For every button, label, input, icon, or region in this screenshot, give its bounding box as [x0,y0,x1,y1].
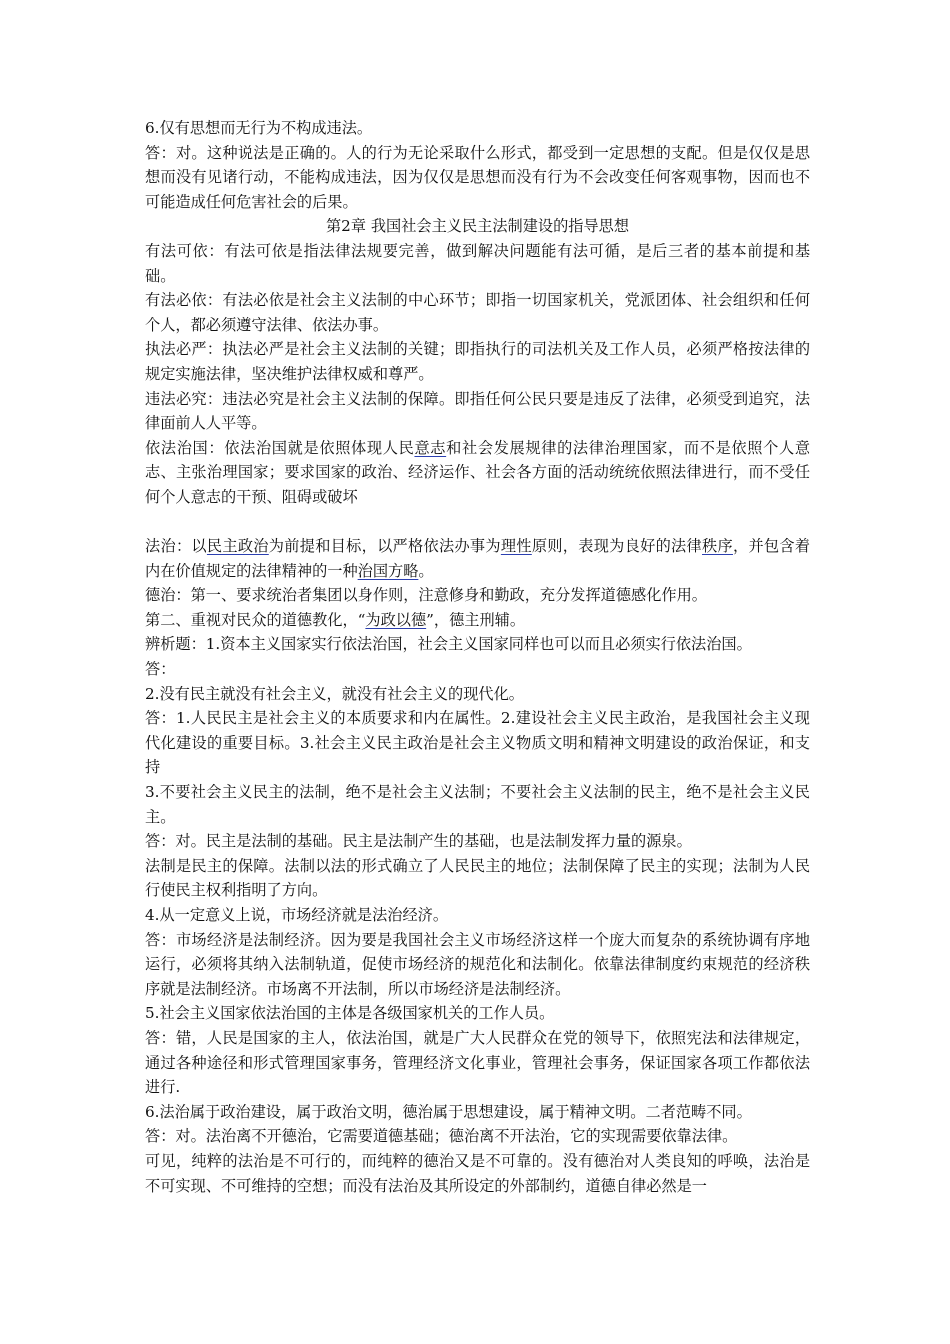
text-segment: 为前提和目标，以严格依法办事为 [268,537,501,556]
text-segment: ，并包含着内在价值规定的法律精神的一种 [145,537,811,580]
question-1: 辨析题：1.资本主义国家实行依法治国，社会主义国家同样也可以而且必须实行依法治国。 [145,635,752,654]
answer-6-prev: 答：对。这种说法是正确的。人的行为无论采取什么形式，都受到一定思想的支配。但是仅仅是思想而没有见诸行动，不能构成违法，因为仅仅是思想而没有行为不会改变任何客观事物，因而也不可能造成任何危害社会的后果。 [145,143,810,211]
link-li-xing[interactable]: 理性 [500,537,532,556]
text-segment: 法治：以 [145,537,207,556]
link-yi-zhi[interactable]: 意志 [414,438,447,457]
answer-2: 答：1.人民民主是社会主义的本质要求和内在属性。2.建设社会主义民主政治，是我国社会主义现代化建设的重要目标。3.社会主义民主政治是社会主义物质文明和精神文明建设的政治保证，和支持 [145,709,810,777]
answer-3: 答：对。民主是法制的基础。民主是法制产生的基础，也是法制发挥力量的源泉。 [145,832,692,851]
question-6: 6.法治属于政治建设，属于政治文明，德治属于思想建设，属于精神文明。二者范畴不同。 [145,1102,752,1121]
answer-3-continued: 法制是民主的保障。法制以法的形式确立了人民民主的地位；法制保障了民主的实现；法制为人民行使民主权利指明了方向。 [145,856,810,900]
question-5: 5.社会主义国家依法治国的主体是各级国家机关的工作人员。 [145,1004,555,1023]
paragraph-wei-fa-bi-jiu: 违法必究：违法必究是社会主义法制的保障。即指任何公民只要是违反了法律，必须受到追究，法律面前人人平等。 [145,389,810,433]
answer-6-continued: 可见，纯粹的法治是不可行的，而纯粹的德治又是不可靠的。没有德治对人类良知的呼唤，法治是不可实现、不可维持的空想；而没有法治及其所设定的外部制约，道德自律必然是一 [145,1151,810,1195]
document-body [145,116,810,1198]
text-segment: 和社会发展规律的法律治理国家，而不是依照个人意志、主张治理国家；要求国家的政治、经济运作、社会各方面的活动统统依照法律进行，而不受任何个人意志的干预、阻碍或破坏 [145,438,811,506]
link-zhi-xu[interactable]: 秩序 [702,537,733,556]
paragraph-zhi-fa-bi-yan: 执法必严：执法必严是社会主义法制的关键；即指执行的司法机关及工作人员，必须严格按法律的规定实施法律，坚决维护法律权威和尊严。 [145,340,810,383]
paragraph-de-zhi-second [145,608,810,633]
answer-1: 答： [145,660,176,679]
chapter-heading: 第2章 我国社会主义民主法制建设的指导思想 [325,217,630,236]
question-3: 3.不要社会主义民主的法制，绝不是社会主义法制；不要社会主义法制的民主，绝不是社会主义民主。 [145,783,810,826]
paragraph-you-fa-ke-yi: 有法可依：有法可依是指法律法规要完善，做到解决问题能有法可循，是后三者的基本前提和基础。 [145,241,810,285]
text-segment: 。 [418,561,434,580]
text-segment: 第二、重视对民众的道德教化，“ [145,610,366,629]
question-4: 4.从一定意义上说，市场经济就是法治经济。 [145,906,449,924]
paragraph-de-zhi: 德治：第一、要求统治者集团以身作则，注意修身和勤政，充分发挥道德感化作用。 [145,586,707,605]
answer-5: 答：错，人民是国家的主人，依法治国，就是广大人民群众在党的领导下，依照宪法和法律规定，通过各种途径和形式管理国家事务，管理经济文化事业，管理社会事务，保证国家各项工作都依法进行. [145,1028,810,1097]
text-segment: ”，德主刑辅。 [426,610,526,629]
paragraph-fa-zhi [145,534,810,583]
question-6-prev: 6.仅有思想而无行为不构成违法。 [145,119,373,137]
answer-6: 答：对。法治离不开德治，它需要道德基础；德治离不开法治，它的实现需要依靠法律。 [145,1127,738,1146]
paragraph-you-fa-bi-yi: 有法必依：有法必依是社会主义法制的中心环节；即指一切国家机关，党派团体、社会组织和任何个人，都必须遵守法律、依法办事。 [145,291,810,334]
text-segment: 原则，表现为良好的法律 [531,537,703,556]
text-segment: 依法治国：依法治国就是依照体现人民 [145,438,415,457]
link-min-zhu-zheng-zhi[interactable]: 民主政治 [206,537,269,556]
link-zhi-guo-fang-lve[interactable]: 治国方略 [357,561,419,580]
answer-4: 答：市场经济是法制经济。因为要是我国社会主义市场经济这样一个庞大而复杂的系统协调有序地运行，必须将其纳入法制轨道，促使市场经济的规范化和法制化。依靠法律制度约束规范的经济秩序就是法制经济。市场离不开法制，所以市场经济是法制经济。 [145,930,810,998]
paragraph-yi-fa-zhi-guo [145,436,810,510]
question-2: 2.没有民主就没有社会主义，就没有社会主义的现代化。 [145,684,524,703]
link-wei-zheng-yi-de[interactable]: 为政以德 [365,610,427,629]
